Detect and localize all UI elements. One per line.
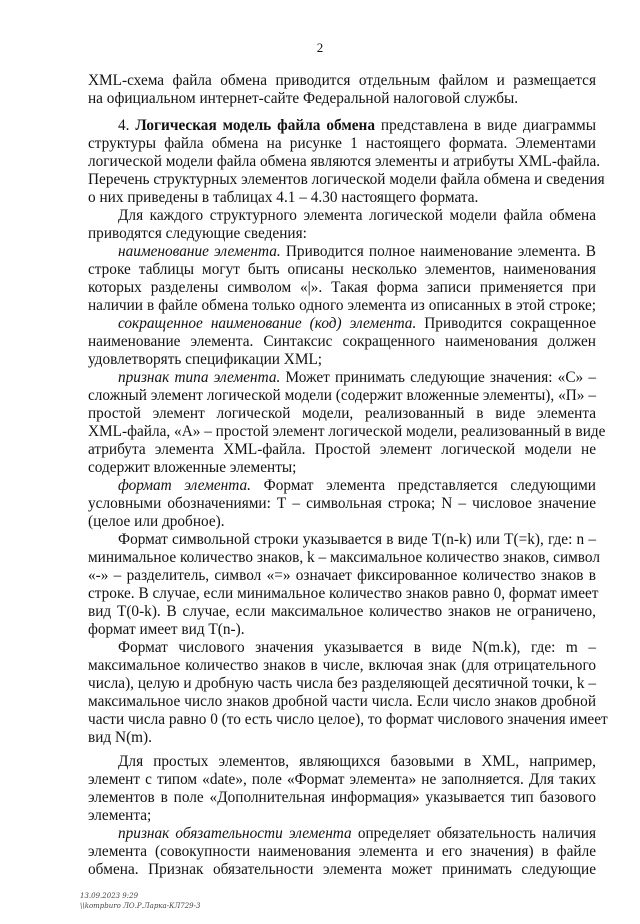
text-line (118, 315, 596, 333)
italic-term: наименование элемента. (118, 243, 281, 260)
text-run: Приводится полное наименование элемента. В (280, 243, 596, 260)
italic-term: признак обязательности элемента (118, 825, 352, 842)
text-line (88, 459, 596, 477)
text-line (118, 243, 596, 261)
footer-file-path: \\kompburo ЛО.Р.Лаpка-КЛ729-3 (80, 902, 201, 910)
text-run: которых разделены символом «|». Такая форма записи применяется при (88, 279, 596, 296)
text-line (88, 297, 596, 315)
text-line (118, 753, 596, 771)
text-run: числа), целую и дробную часть числа без разделяющей десятичной точки, k – (88, 675, 596, 692)
text-line (88, 843, 596, 861)
text-run: простой элемент логической модели, реализованный в виде элемента (88, 405, 596, 422)
italic-term: признак типа элемента. (118, 369, 281, 386)
text-line (88, 441, 596, 459)
text-run: 4. (118, 117, 136, 134)
text-run: «-» – разделитель, символ «=» означает фиксированное количество знаков в (88, 567, 596, 584)
text-line (88, 261, 596, 279)
text-run: удовлетворять спецификации XML; (88, 351, 323, 368)
text-run: Формат символьной строки указывается в виде Т(n-k) или Т(=k), где: n – (118, 531, 596, 548)
text-run: Формат числового значения указывается в виде N(m.k), где: m – (118, 639, 596, 656)
text-line (118, 117, 596, 135)
text-line (88, 603, 596, 621)
text-run: строке таблицы могут быть описаны несколько элементов, наименования (88, 261, 596, 278)
text-line (88, 279, 596, 297)
text-run: содержит вложенные элементы; (88, 459, 297, 476)
text-run: представлена в виде диаграммы (375, 117, 597, 134)
text-run: обмена. Признак обязательности элемента может принимать следующие (88, 861, 596, 878)
text-run: наличии в файле обмена только одного элемента из описанных в этой строке; (88, 297, 596, 314)
text-run: Приводится сокращенное (416, 315, 596, 332)
text-run: определяет обязательность наличия (351, 825, 596, 842)
text-line (88, 333, 596, 351)
text-run: минимальное количество знаков, k – максимальное количество знаков, символ (88, 549, 601, 566)
text-line (118, 825, 596, 843)
text-line (88, 729, 596, 747)
text-run: XML-файла, «А» – простой элемент логической модели, реализованный в виде (88, 423, 606, 440)
text-line (88, 72, 596, 90)
text-line (88, 153, 601, 171)
text-line (88, 225, 596, 243)
text-run: приводятся следующие сведения: (88, 225, 307, 242)
text-line (118, 639, 596, 657)
text-run: Для простых элементов, являющихся базовыми в XML, например, (118, 753, 596, 770)
text-run: Перечень структурных элементов логической модели файла обмена и сведения (88, 171, 605, 188)
text-line (88, 771, 596, 789)
text-line (88, 513, 596, 531)
text-run: логической модели файла обмена являются элементы и атрибуты XML-файла. (88, 153, 601, 170)
text-run: наименование элемента. Синтаксис сокращенного наименования должен (88, 333, 596, 350)
text-line (88, 405, 596, 423)
text-line (118, 207, 596, 225)
text-run: Формат элемента представляется следующими (250, 477, 596, 494)
text-line (88, 567, 596, 585)
text-line (88, 693, 596, 711)
text-run: вид N(m). (88, 729, 152, 746)
text-line (118, 531, 596, 549)
page-number: 2 (316, 40, 324, 55)
text-line (88, 657, 596, 675)
text-run: (целое или дробное). (88, 513, 225, 530)
bold-term: Логическая модель файла обмена (135, 117, 375, 134)
text-line (88, 621, 596, 639)
text-run: структуры файла обмена на рисунке 1 настоящего формата. Элементами (88, 135, 596, 152)
text-run: сложный элемент логической модели (содержит вложенные элементы), «П» – (88, 387, 596, 404)
text-run: Для каждого структурного элемента логической модели файла обмена (118, 207, 596, 224)
text-run: максимальное количество знаков в числе, включая знак (для отрицательного (88, 657, 596, 674)
text-run: элемент с типом «date», поле «Формат элемента» не заполняется. Для таких (88, 771, 596, 788)
text-line (118, 477, 596, 495)
text-run: части числа равно 0 (то есть число целое), то формат числового значения имеет (88, 711, 608, 728)
text-line (88, 351, 596, 369)
text-line (88, 807, 596, 825)
text-run: условными обозначениями: Т – символьная строка; N – числовое значение (88, 495, 596, 512)
footer-timestamp: 13.09.2023 9:29 (80, 892, 139, 900)
text-line (88, 189, 596, 207)
text-line (88, 675, 596, 693)
text-run: формат имеет вид Т(n-). (88, 621, 245, 638)
text-run: максимальное число знаков дробной части числа. Если число знаков дробной (88, 693, 596, 710)
text-line (88, 789, 596, 807)
text-run: элемента; (88, 807, 152, 824)
text-run: элементов в поле «Дополнительная информация» указывается тип базового (88, 789, 596, 806)
italic-term: формат элемента. (118, 477, 251, 494)
text-line (88, 171, 605, 189)
text-run: XML-схема файла обмена приводится отдельным файлом и размещается (88, 72, 596, 89)
text-run: строке. В случае, если минимальное количество знаков равно 0, формат имеет (88, 585, 599, 602)
text-run: атрибута элемента XML-файла. Простой элемент логической модели не (88, 441, 596, 458)
text-line (88, 585, 599, 603)
text-run: о них приведены в таблицах 4.1 – 4.30 настоящего формата. (88, 189, 479, 206)
text-run: Может принимать следующие значения: «С» – (280, 369, 596, 386)
text-line (88, 711, 608, 729)
text-line (88, 423, 606, 441)
text-run: на официальном интернет-сайте Федеральной налоговой службы. (88, 90, 519, 107)
text-line (88, 90, 596, 108)
text-line (88, 135, 596, 153)
italic-term: сокращенное наименование (код) элемента. (118, 315, 417, 332)
text-line (88, 549, 601, 567)
text-line (118, 369, 596, 387)
text-line (88, 495, 596, 513)
text-run: вид Т(0-k). В случае, если максимальное количество знаков не ограничено, (88, 603, 596, 620)
text-line (88, 861, 596, 879)
text-line (88, 387, 596, 405)
text-run: элемента (совокупности наименования элемента и его значения) в файле (88, 843, 596, 860)
